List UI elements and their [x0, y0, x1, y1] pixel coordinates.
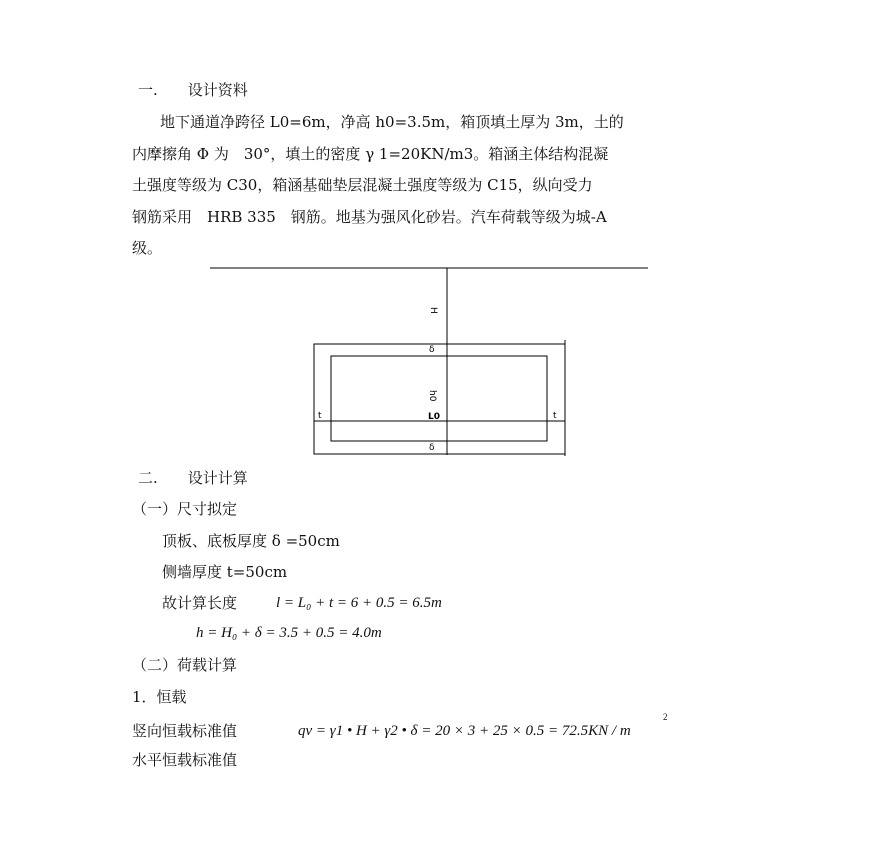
equation-height: h = H₀ + δ = 3.5 + 0.5 = 4.0m	[196, 625, 382, 641]
t-right-label: t	[553, 411, 557, 421]
vertical-dead-load-label: 竖向恒载标准值	[132, 722, 238, 740]
fill-height-label: H	[428, 307, 438, 314]
line-wall-thickness: 侧墙厚度 t=50cm	[162, 563, 288, 581]
line-length-label: 故计算长度	[162, 594, 238, 612]
line-plate-thickness: 顶板、底板厚度 δ =50cm	[162, 532, 340, 550]
paragraph-line-4: 钢筋采用 HRB 335 钢筋。地基为强风化砂岩。汽车荷载等级为城-A	[132, 208, 607, 226]
delta-bottom-label: δ	[429, 443, 435, 453]
h0-label: h0	[427, 390, 437, 402]
section-heading-design-calc: 二. 设计计算	[138, 469, 248, 487]
outer-box	[314, 344, 565, 454]
equation-vertical-superscript: 2	[663, 712, 668, 722]
paragraph-line-3: 土强度等级为 C30，箱涵基础垫层混凝土强度等级为 C15，纵向受力	[132, 176, 593, 194]
paragraph-line-1: 地下通道净跨径 L0=6m，净高 h0=3.5m，箱顶填土厚为 3m，土的	[160, 113, 624, 131]
paragraph-line-5: 级。	[132, 239, 163, 257]
inner-box	[331, 356, 547, 441]
l0-label: L0	[428, 412, 440, 422]
paragraph-line-2: 内摩擦角 Φ 为 30°，填土的密度 γ 1=20KN/m3。箱涵主体结构混凝	[132, 145, 609, 163]
subheading-loads: （二）荷载计算	[132, 656, 238, 674]
item-dead-load: 1．恒载	[132, 688, 187, 706]
equation-length: l = L₀ + t = 6 + 0.5 = 6.5m	[276, 595, 442, 611]
delta-top-label: δ	[429, 345, 435, 355]
section-heading-design-data: 一. 设计资料	[138, 81, 248, 99]
t-left-label: t	[318, 411, 322, 421]
equation-vertical-load: qv = γ1 • H + γ2 • δ = 20 × 3 + 25 × 0.5 = 72.5KN / m	[298, 723, 631, 739]
horizontal-dead-load-label: 水平恒载标准值	[132, 751, 238, 769]
subheading-dimensions: （一）尺寸拟定	[132, 500, 238, 518]
